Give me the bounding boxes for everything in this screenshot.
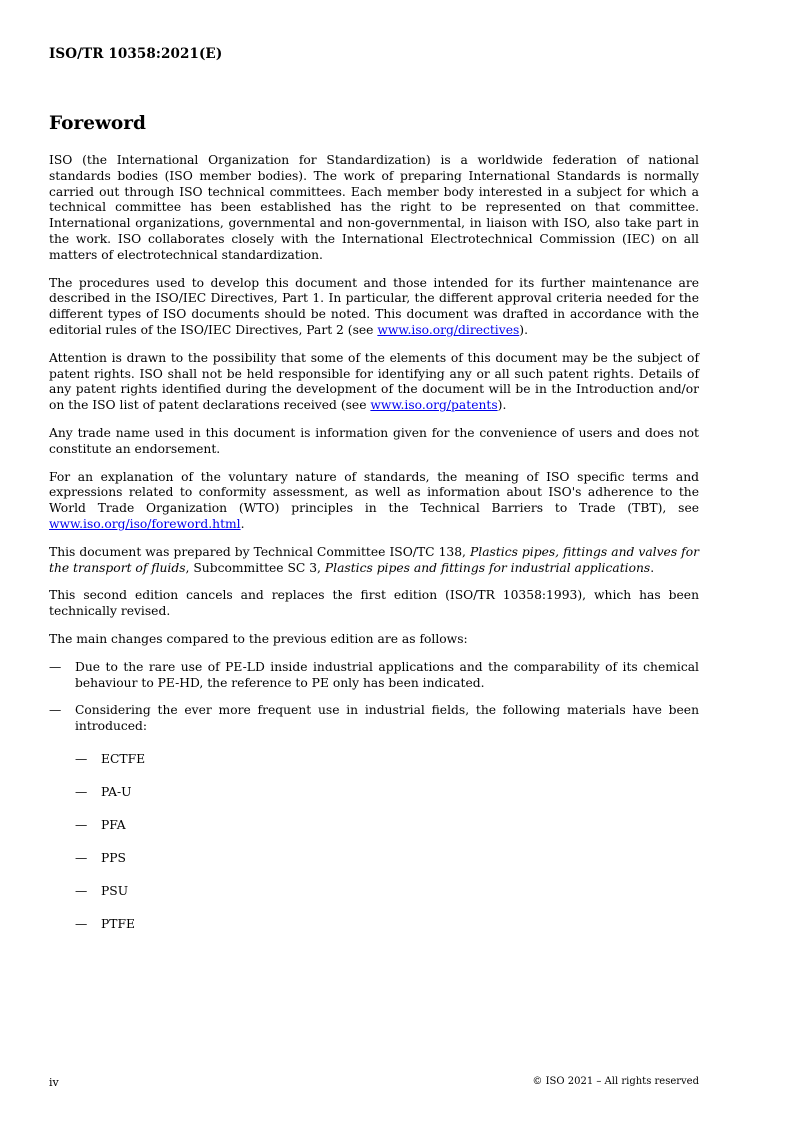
paragraph-iso-overview: ISO (the International Organization for Standardization) is a worldwide federation of national standards bodies (ISO member bodies). The work of preparing International Standards is normally carried out through ISO technical committees. Each member body interested in a subject for which a technical committee has been established has the right to be represented on that committee. International organizations, governmental and non-governmental, in liaison with ISO, also take part in the work. ISO collaborates closely with the International Electrotechnical Commission (IEC) on all matters of electrotechnical standardization.	[49, 153, 699, 262]
paragraph-voluntary-nature	[49, 470, 699, 533]
dash-bullet: —	[75, 784, 88, 799]
paragraph-text: .	[650, 560, 655, 575]
paragraph-text: .	[240, 516, 245, 531]
list-item-text: Due to the rare use of PE-LD inside industrial applications and the comparability of its chemical behaviour to PE-HD, the reference to PE only has been indicated.	[75, 659, 699, 690]
material-name: PA-U	[101, 784, 132, 799]
directives-link[interactable]: www.iso.org/directives	[377, 322, 520, 337]
paragraph-trade-name: Any trade name used in this document is information given for the convenience of users and does not constitute an endorsement.	[49, 425, 699, 456]
copyright-notice: © ISO 2021 – All rights reserved	[532, 1076, 699, 1087]
material-item	[75, 884, 699, 900]
changes-list	[49, 660, 699, 933]
dash-bullet: —	[75, 883, 88, 898]
dash-bullet: —	[75, 751, 88, 766]
material-item	[75, 917, 699, 933]
material-name: PFA	[101, 817, 126, 832]
material-item	[75, 785, 699, 801]
dash-bullet: —	[75, 916, 88, 931]
paragraph-text: Attention is drawn to the possibility that some of the elements of this document may be the subject of patent rights. ISO shall not be held responsible for identifying any or all such patent rights. Details of any patent rights identified during the development of the document will be in the Introduction and/or on the ISO list of patent declarations received (see	[49, 350, 699, 413]
paragraph-text: For an explanation of the voluntary nature of standards, the meaning of ISO specific terms and expressions related to conformity assessment, as well as information about ISO's adherence to the World Trade Organization (WTO) principles in the Technical Barriers to Trade (TBT), see	[49, 469, 699, 516]
foreword-link[interactable]: www.iso.org/iso/foreword.html	[49, 516, 241, 531]
paragraph-committee	[49, 545, 699, 577]
paragraph-text: The procedures used to develop this document and those intended for its further maintenance are described in the ISO/IEC Directives, Part 1. In particular, the different approval criteria needed for the different types of ISO documents should be noted. This document was drafted in accordance with the editorial rules of the ISO/IEC Directives, Part 2 (see	[49, 275, 699, 337]
materials-list	[75, 752, 699, 933]
material-item	[75, 851, 699, 867]
paragraph-patents	[49, 351, 699, 414]
committee-title: Plastics pipes, fittings and valves for the transport of fluids	[49, 544, 699, 575]
foreword-body	[49, 153, 699, 950]
paragraph-text: ).	[519, 322, 528, 337]
paragraph-procedures	[49, 276, 699, 339]
list-item	[49, 660, 699, 692]
dash-bullet: —	[75, 850, 88, 865]
material-name: PTFE	[101, 916, 135, 931]
subcommittee-title: Plastics pipes and fittings for industrial applications	[324, 560, 651, 575]
list-item-text: Considering the ever more frequent use in industrial fields, the following materials have been introduced:	[75, 703, 699, 734]
patents-link[interactable]: www.iso.org/patents	[370, 398, 498, 413]
dash-bullet: —	[49, 703, 62, 718]
page-number: iv	[49, 1076, 59, 1089]
dash-bullet: —	[49, 659, 62, 674]
material-item	[75, 818, 699, 834]
paragraph-text: ).	[497, 398, 507, 413]
material-item	[75, 752, 699, 768]
document-identifier: ISO/TR 10358:2021(E)	[49, 46, 223, 62]
document-page	[49, 0, 699, 1122]
dash-bullet: —	[75, 817, 88, 832]
material-name: PSU	[101, 883, 129, 898]
section-title: Foreword	[49, 113, 146, 134]
list-item	[49, 703, 699, 933]
paragraph-changes-intro: The main changes compared to the previous edition are as follows:	[49, 631, 468, 646]
paragraph-text: , Subcommittee SC 3,	[185, 560, 325, 575]
paragraph-text: This document was prepared by Technical Committee ISO/TC 138,	[49, 544, 470, 559]
material-name: PPS	[101, 850, 126, 865]
material-name: ECTFE	[101, 751, 146, 766]
paragraph-edition: This second edition cancels and replaces the first edition (ISO/TR 10358:1993), which has been technically revised.	[49, 588, 699, 619]
